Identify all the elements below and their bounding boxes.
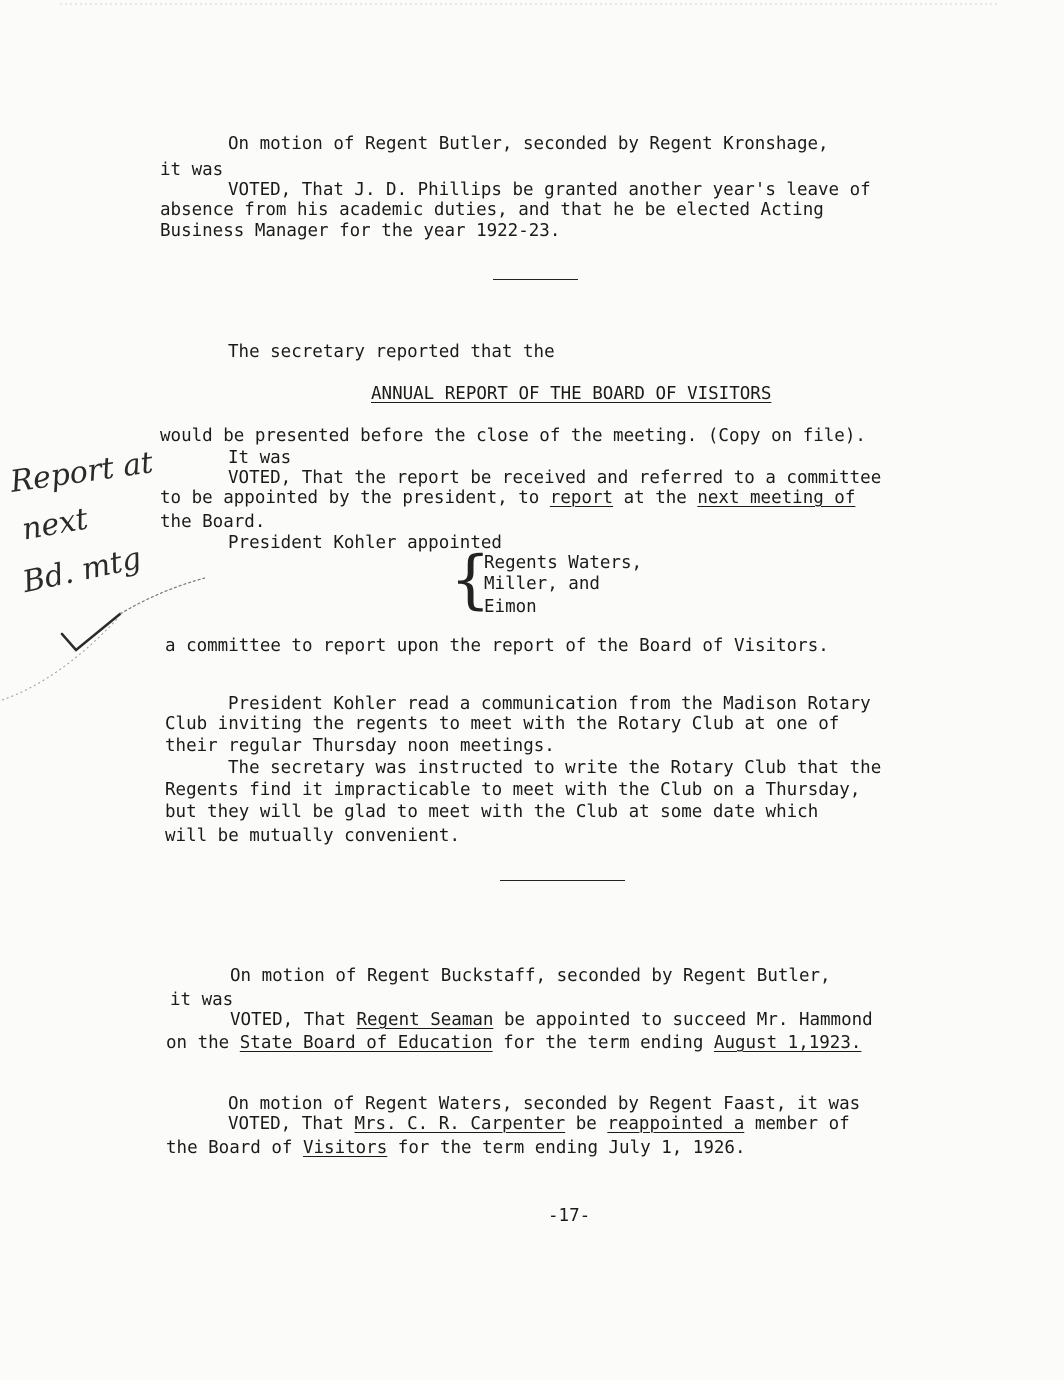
block3-line7: will be mutually convenient. [165,826,461,846]
block5-line1: On motion of Regent Waters, seconded by Regent Faast, it was [228,1094,861,1114]
appointee-1: Regents Waters, [484,553,643,573]
block2-line4-c: at the [613,488,698,508]
block4-line3 [230,1010,873,1031]
check-mark-icon [0,570,220,710]
block3-line4: The secretary was instructed to write the Rotary Club that the [228,758,882,778]
block4-line3-a: VOTED, That [230,1010,357,1030]
august-date-underlined: August 1,1923. [713,1033,862,1053]
block3-line5: Regents find it impracticable to meet with the Club on a Thursday, [165,780,861,800]
state-board-underlined: State Board of Education [239,1033,493,1053]
appointee-brace: { [450,543,491,617]
block4-line4-c: for the term ending [492,1033,714,1053]
reappointed-underlined: reappointed a [607,1114,745,1134]
block5-line3 [166,1138,746,1159]
block4-line2: it was [170,990,234,1010]
visitors-underlined: Visitors [302,1138,388,1158]
scan-edge [0,0,1064,10]
report-underlined: report [549,488,614,508]
block5-line3-a: the Board of [166,1138,303,1158]
section-divider-2 [500,880,625,881]
block1-line2: it was [160,160,224,180]
block4-line4 [166,1033,861,1054]
block2-line4-a: to be appointed by the president, to [160,488,550,508]
block3-line6: but they will be glad to meet with the Club at some date which [165,802,819,822]
block4-line1: On motion of Regent Buckstaff, seconded by Regent Butler, [230,966,831,986]
block2-line5: the Board. [160,512,266,532]
block5-line2 [228,1114,850,1135]
regent-seaman-underlined: Regent Seaman [356,1010,494,1030]
block4-line3-c: be appointed to succeed Mr. Hammond [493,1010,873,1030]
block2-line3: VOTED, That the report be received and referred to a committee [228,468,882,488]
margin-note-line3: Bd. mtg [19,540,145,601]
block3-line2: Club inviting the regents to meet with the Rotary Club at one of [165,714,840,734]
block2-line6: President Kohler appointed [228,533,502,553]
appointee-2: Miller, and [484,574,600,594]
block5-line3-c: for the term ending July 1, 1926. [387,1138,746,1158]
block1-line3: VOTED, That J. D. Phillips be granted another year's leave of [228,180,871,200]
block5-line2-c: be [565,1114,608,1134]
margin-note-line2: next [19,501,91,548]
block2-intro: The secretary reported that the [228,342,555,362]
block1-line5: Business Manager for the year 1922-23. [160,221,561,241]
carpenter-underlined: Mrs. C. R. Carpenter [354,1114,566,1134]
next-meeting-underlined: next meeting of [697,488,856,508]
block2-line4 [160,488,855,509]
block1-line4: absence from his academic duties, and that he be elected Acting [160,200,824,220]
block5-line2-e: member of [744,1114,850,1134]
block3-line1: President Kohler read a communication from the Madison Rotary [228,694,871,714]
margin-note-line1: Report at [8,445,156,500]
appointee-3: Eimon [484,597,537,617]
block1-line1: On motion of Regent Butler, seconded by Regent Kronshage, [228,134,829,154]
page-number: -17- [548,1206,591,1226]
block4-line4-a: on the [166,1033,240,1053]
block2-line7: a committee to report upon the report of the Board of Visitors. [165,636,829,656]
board-of-visitors-heading: ANNUAL REPORT OF THE BOARD OF VISITORS [371,384,772,404]
block2-line2: It was [228,448,292,468]
block3-line3: their regular Thursday noon meetings. [165,736,555,756]
block5-line2-a: VOTED, That [228,1114,355,1134]
section-divider-1 [493,279,578,280]
block2-line1: would be presented before the close of the meeting. (Copy on file). [160,426,866,446]
